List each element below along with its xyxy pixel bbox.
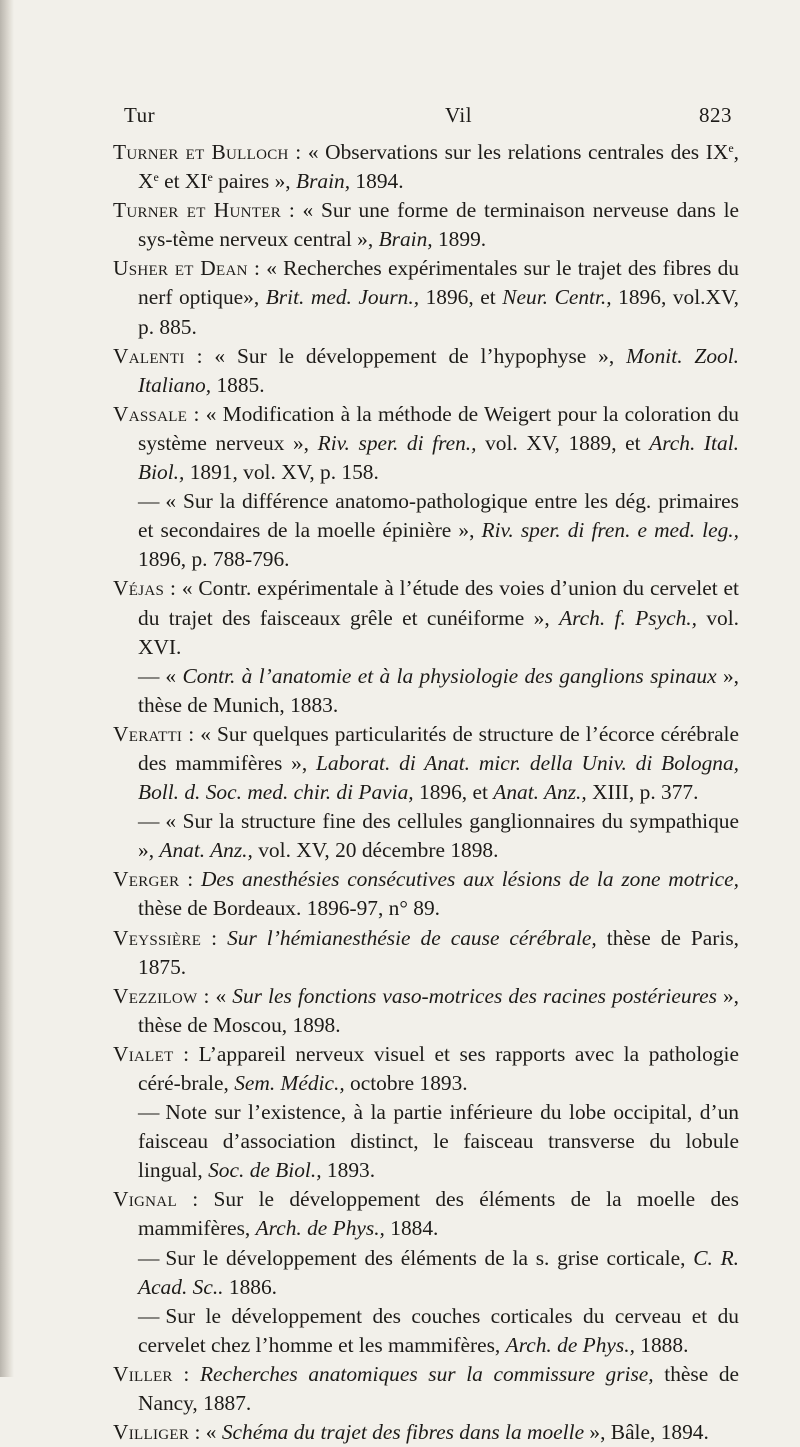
ditto-dash: —	[138, 809, 160, 834]
entry-journal: Monit. Zool. Italiano,	[138, 343, 739, 397]
bibliography-entry: Vezzilow : « Sur les fonctions vaso-motrices des racines postérieures », thèse de Moscou, 1898.	[113, 983, 740, 1037]
entry-journal: Riv. sper. di fren.,	[317, 430, 477, 455]
entry-journal: Brit. med. Journ.,	[265, 285, 420, 310]
entry-journal: Arch. f. Psych.,	[559, 605, 697, 630]
entry-author: Veyssière	[113, 925, 202, 950]
running-head	[112, 103, 734, 133]
page-number: 823	[699, 103, 732, 127]
ditto-dash: —	[138, 1303, 160, 1328]
entry-journal: Neur. Centr.,	[502, 285, 612, 310]
bibliography-entry: Valenti : « Sur le développement de l’hypophyse », Monit. Zool. Italiano, 1885.	[113, 343, 739, 397]
ditto-dash: —	[138, 489, 160, 514]
entry-journal: Arch. de Phys.,	[505, 1332, 635, 1357]
entry-author: Véjas	[113, 576, 165, 601]
entry-journal: Laborat. di Anat. micr. della Univ. di Bologna, Boll. d. Soc. med. chir. di Pavia,	[138, 750, 739, 805]
entry-author: Verger	[113, 867, 180, 892]
bibliography-subentry: — Sur le développement des couches corticales du cerveau et du cervelet chez l’homme et les mammifères, Arch. de Phys., 1888.	[138, 1303, 739, 1357]
bibliography-entry: Turner et Hunter : « Sur une forme de terminaison nerveuse dans le sys-tème nerveux central », Brain, 1899.	[113, 198, 740, 252]
entry-journal: Riv. sper. di fren. e med. leg.,	[481, 518, 739, 543]
entry-title: Sur les fonctions vaso-motrices des racines postérieures	[232, 983, 717, 1008]
bibliography-entry: Véjas : « Contr. expérimentale à l’étude des voies d’union du cervelet et du trajet des faisceaux grêle et cunéiforme », Arch. f. Psych., vol. XVI.	[113, 576, 740, 659]
entry-title: Sur l’hémianesthésie de cause cérébrale,	[227, 925, 597, 950]
bibliography-entry: Verger : Des anesthésies consécutives aux lésions de la zone motrice, thèse de Bordeaux. 1896-97, n° 89.	[113, 867, 739, 921]
entry-author: Turner et Bulloch	[113, 140, 289, 164]
bibliography-entry: Viller : Recherches anatomiques sur la commissure grise, thèse de Nancy, 1887.	[113, 1361, 740, 1416]
bibliography-entry: Veratti : « Sur quelques particularités de structure de l’écorce cérébrale des mammifères », Laborat. di Anat. micr. della Univ. di Bologna, Boll. d. Soc. med. chir. di Pavia, 1896, et Anat. Anz., XIII, p. 377.	[113, 721, 739, 805]
bibliography-entry: Vassale : « Modification à la méthode de Weigert pour la coloration du système nerveux », Riv. sper. di fren., vol. XV, 1889, et Arch. Ital. Biol., 1891, vol. XV, p. 158.	[113, 401, 739, 485]
entry-author: Vialet	[113, 1041, 174, 1066]
bibliography-entry: Usher et Dean : « Recherches expérimentales sur le trajet des fibres du nerf optique», Brit. med. Journ., 1896, et Neur. Centr., 1896, vol.XV, p. 885.	[113, 256, 740, 339]
entry-journal: Soc. de Biol.,	[208, 1158, 322, 1183]
entry-journal: Sem. Médic.,	[234, 1071, 345, 1095]
entry-author: Veratti	[113, 721, 183, 746]
bibliography-entry: Vignal : Sur le développement des éléments de la moelle des mammifères, Arch. de Phys., 1884.	[113, 1187, 739, 1241]
bibliography-entry: Villiger : « Schéma du trajet des fibres dans la moelle », Bâle, 1894.	[113, 1420, 709, 1445]
entry-journal: C. R. Acad. Sc..	[138, 1245, 739, 1299]
entry-author: Vignal	[113, 1187, 177, 1212]
bibliography-subentry: — « Contr. à l’anatomie et à la physiologie des ganglions spinaux », thèse de Munich, 1883.	[138, 663, 740, 717]
entry-journal: Anat. Anz.,	[159, 838, 253, 863]
bibliography-subentry: — Note sur l’existence, à la partie inférieure du lobe occipital, d’un faisceau d’association distinct, le faisceau transverse du lobule lingual, Soc. de Biol., 1893.	[138, 1100, 739, 1183]
bibliography-entry: Veyssière : Sur l’hémianesthésie de cause cérébrale, thèse de Paris, 1875.	[113, 925, 740, 979]
bibliography-entry: Turner et Bulloch : « Observations sur les relations centrales des IXe, Xe et XIe paires », Brain, 1894.	[113, 140, 740, 194]
entry-journal: Arch. Ital. Biol.,	[138, 430, 739, 485]
entry-journal: Brain,	[378, 227, 433, 252]
entry-title: Schéma du trajet des fibres dans la moelle	[221, 1420, 585, 1445]
entry-author: Vassale	[113, 401, 188, 426]
bibliography-entry: Vialet : L’appareil nerveux visuel et ses rapports avec la pathologie céré-brale, Sem. Médic., octobre 1893.	[113, 1041, 739, 1095]
entry-author: Turner et Hunter	[113, 198, 282, 223]
entry-title: Contr. à l’anatomie et à la physiologie des ganglions spinaux	[182, 663, 717, 688]
ditto-dash: —	[138, 1245, 160, 1270]
bibliography-subentry: — Sur le développement des éléments de la s. grise corticale, C. R. Acad. Sc.. 1886.	[138, 1245, 739, 1299]
entry-author: Valenti	[113, 343, 185, 368]
entry-journal: Arch. de Phys.,	[255, 1216, 385, 1241]
bibliography-subentry: — « Sur la différence anatomo-pathologique entre les dég. primaires et secondaires de la moelle épinière », Riv. sper. di fren. e med. leg., 1896, p. 788-796.	[138, 489, 739, 572]
entry-author: Villiger	[113, 1420, 190, 1445]
entry-author: Usher et Dean	[113, 256, 248, 281]
ditto-dash: —	[138, 1100, 160, 1125]
ditto-dash: —	[138, 663, 160, 688]
running-head-left: Tur	[124, 103, 156, 127]
bibliography-subentry: — « Sur la structure fine des cellules ganglionnaires du sympathique », Anat. Anz., vol. XV, 20 décembre 1898.	[138, 809, 739, 863]
entry-title: Recherches anatomiques sur la commissure grise,	[199, 1361, 654, 1386]
bibliography-list	[113, 138, 739, 1447]
running-head-center: Vil	[445, 103, 473, 127]
entry-journal: Anat. Anz.,	[493, 780, 587, 805]
entry-author: Viller	[113, 1361, 173, 1386]
entry-author: Vezzilow	[113, 983, 198, 1008]
page-edge-shadow	[0, 0, 14, 1377]
entry-title: Des anesthésies consécutives aux lésions de la zone motrice,	[200, 867, 739, 892]
entry-journal: Brain,	[296, 169, 351, 194]
